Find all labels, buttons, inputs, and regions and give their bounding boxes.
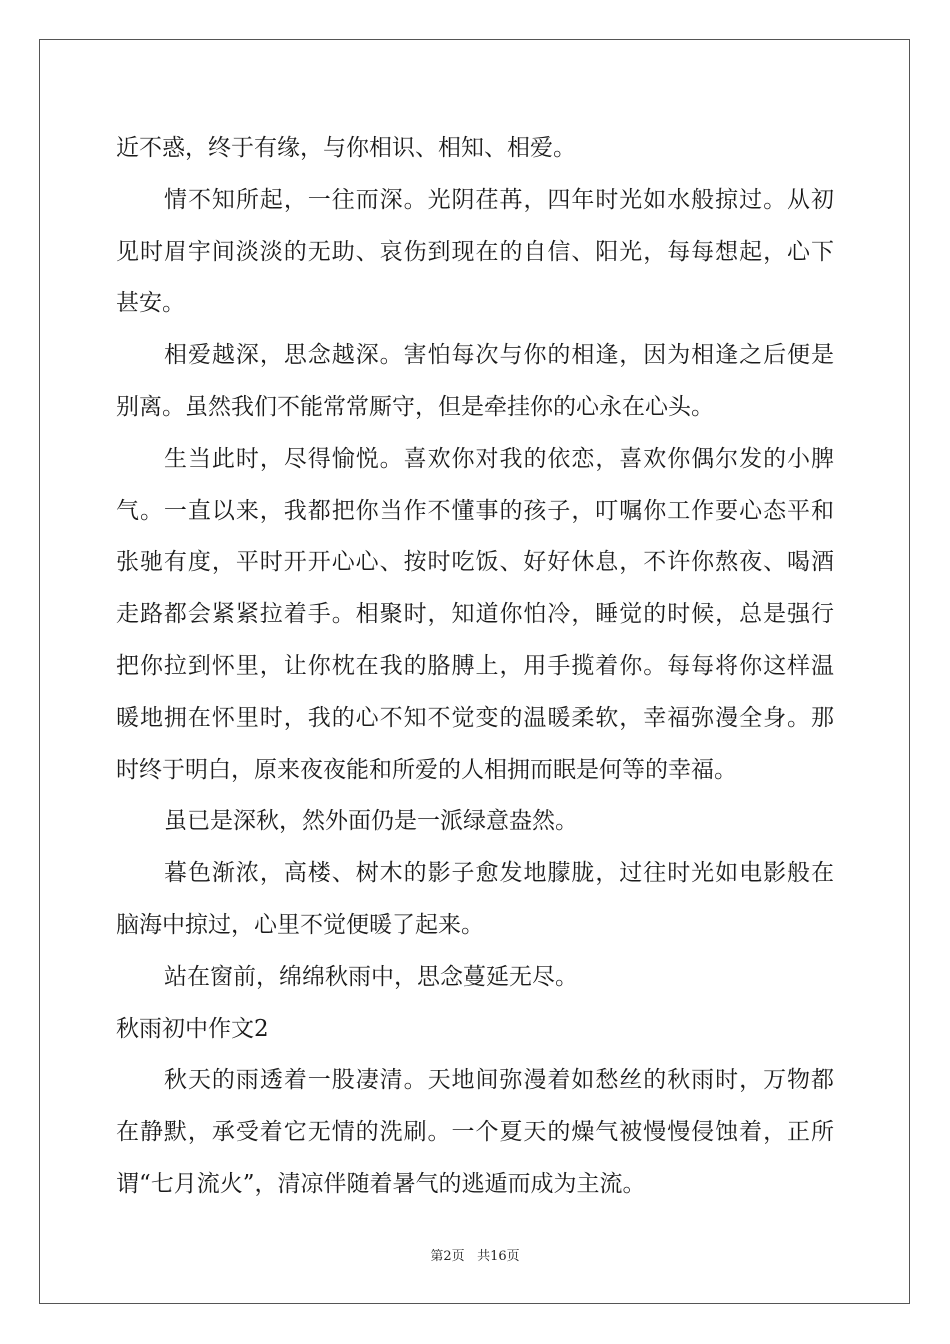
text-line: 虽已是深秋，然外面仍是一派绿意盎然。 — [164, 808, 578, 835]
text-line: 见时眉宇间淡淡的无助、哀伤到现在的自信、阳光，每每想起，心下 — [116, 238, 834, 265]
section-heading: 秋雨初中作文2 — [116, 1015, 269, 1042]
text-line: 暖地拥在怀里时，我的心不知不觉变的温暖柔软，幸福弥漫全身。那 — [116, 704, 834, 731]
page-footer — [0, 1245, 950, 1264]
page-number: 第2页 — [430, 1249, 465, 1264]
text-line: 生当此时，尽得愉悦。喜欢你对我的依恋，喜欢你偶尔发的小脾 — [164, 445, 834, 472]
text-line: 秋天的雨透着一股凄清。天地间弥漫着如愁丝的秋雨时，万物都 — [164, 1067, 834, 1094]
text-line: 近不惑，终于有缘，与你相识、相知、相爱。 — [116, 135, 576, 161]
text-line: 时终于明白，原来夜夜能和所爱的人相拥而眠是何等的幸福。 — [116, 756, 737, 783]
text-line: 走路都会紧紧拉着手。相聚时，知道你怕冷，睡觉的时候，总是强行 — [116, 601, 834, 628]
text-line: 别离。虽然我们不能常常厮守，但是牵挂你的心永在心头。 — [116, 393, 714, 420]
document-body — [116, 123, 834, 1211]
page-total: 共16页 — [477, 1249, 520, 1264]
text-line: 在静默，承受着它无情的洗刷。一个夏天的燥气被慢慢侵蚀着，正所 — [116, 1119, 834, 1146]
text-line: 情不知所起，一往而深。光阴荏苒，四年时光如水般掠过。从初 — [164, 186, 834, 213]
text-line: 相爱越深，思念越深。害怕每次与你的相逢，因为相逢之后便是 — [164, 342, 834, 369]
text-line: 谓“七月流火”，清凉伴随着暑气的逃遁而成为主流。 — [116, 1170, 646, 1197]
text-line: 张驰有度，平时开开心心、按时吃饭、好好休息，不许你熬夜、喝酒 — [116, 549, 834, 576]
text-line: 甚安。 — [116, 290, 185, 317]
text-line: 把你拉到怀里，让你枕在我的胳膊上，用手揽着你。每每将你这样温 — [116, 652, 834, 679]
text-line: 气。一直以来，我都把你当作不懂事的孩子，叮嘱你工作要心态平和 — [116, 497, 834, 524]
text-line: 暮色渐浓，高楼、树木的影子愈发地朦胧，过往时光如电影般在 — [164, 860, 834, 887]
text-line: 脑海中掠过，心里不觉便暖了起来。 — [116, 911, 484, 938]
text-line: 站在窗前，绵绵秋雨中，思念蔓延无尽。 — [164, 963, 578, 990]
